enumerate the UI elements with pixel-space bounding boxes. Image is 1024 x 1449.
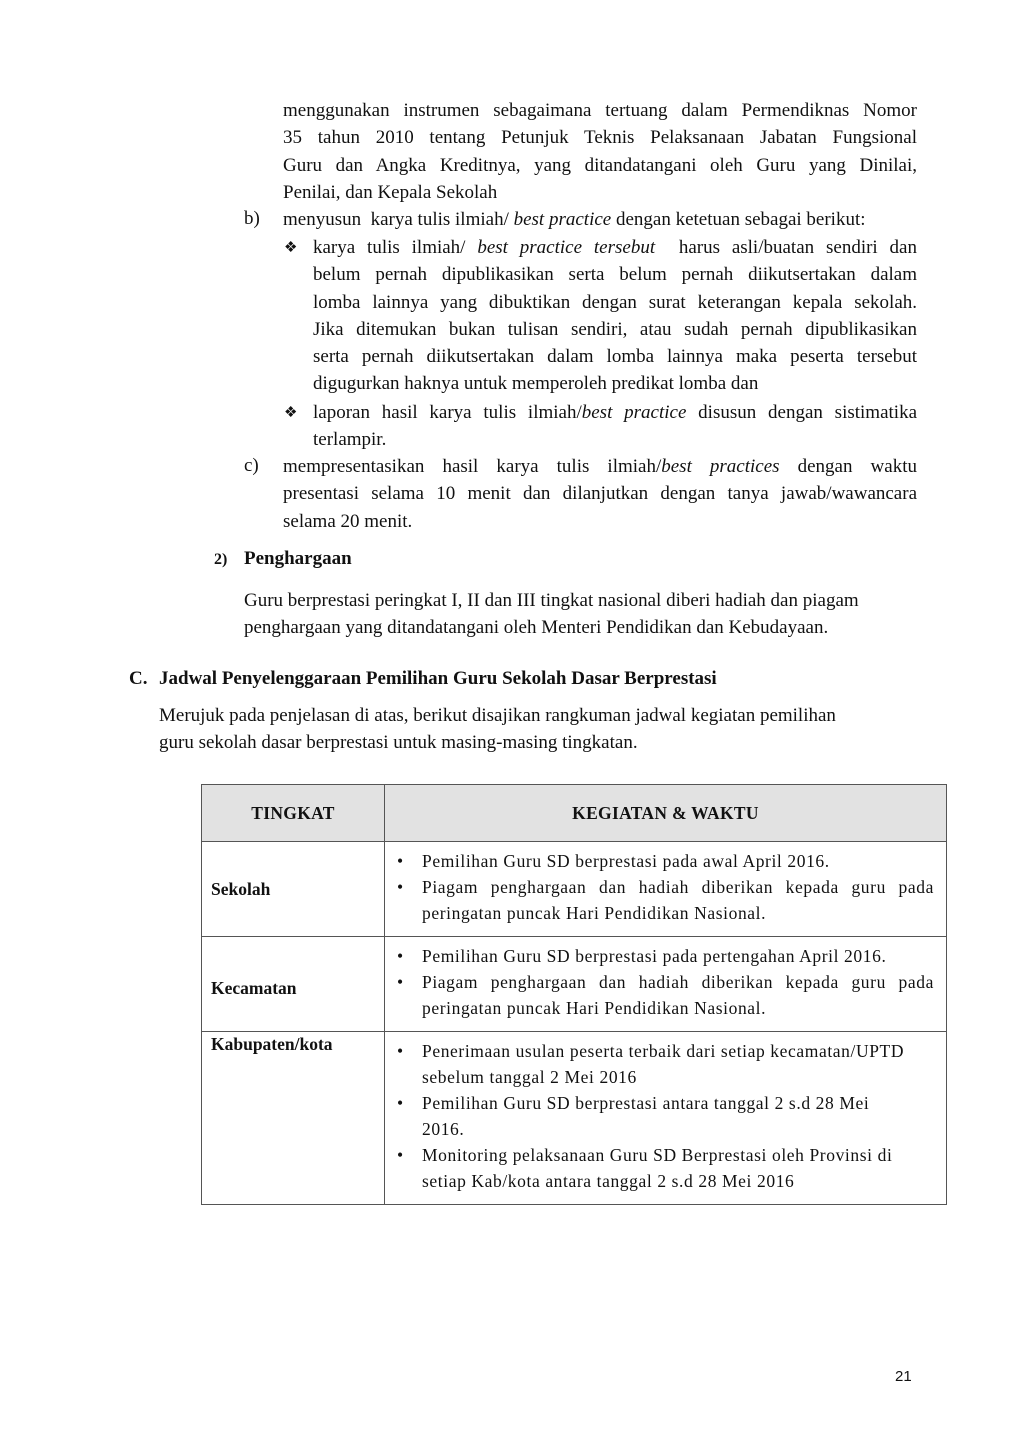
diamond-bullet-icon: ❖ — [284, 405, 298, 421]
item-c-after: dengan waktu — [779, 456, 917, 477]
diamond-bullet-icon: ❖ — [284, 240, 298, 256]
bullet-icon: • — [397, 1093, 404, 1113]
activity-text: Pemilihan Guru SD berprestasi antara tanggal 2 s.d 28 Mei 2016. — [422, 1093, 870, 1139]
intro-paragraph — [283, 97, 917, 206]
tingkat-cell — [202, 1032, 385, 1205]
item-b-text-plain: menyusun karya tulis ilmiah/ — [283, 209, 514, 230]
activity-item — [395, 1038, 910, 1090]
bullet1-line: lomba lainnya yang dibuktikan dengan surat keterangan kepala sekolah. — [313, 291, 917, 313]
item-c-marker: c) — [244, 455, 259, 476]
item-c-paragraph — [283, 453, 917, 535]
award-line: penghargaan yang ditandatangani oleh Menteri Pendidikan dan Kebudayaan. — [244, 617, 829, 639]
bullet2-italic: best practice — [581, 402, 687, 423]
bullet1-line: serta pernah diikutsertakan dalam lomba lainnya maka peserta tersebut — [313, 346, 917, 368]
activity-text: Piagam penghargaan dan hadiah diberikan kepada guru pada peringatan puncak Hari Pendidikan Nasional. — [422, 972, 934, 1018]
tingkat-label: Sekolah — [211, 878, 271, 899]
activity-text: Penerimaan usulan peserta terbaik dari setiap kecamatan/UPTD sebelum tanggal 2 Mei 2016 — [422, 1041, 905, 1087]
item-b-marker: b) — [244, 208, 260, 229]
tingkat-cell — [202, 937, 385, 1032]
bullet-icon: • — [397, 851, 404, 871]
bullet1-after: harus asli/buatan sendiri dan — [655, 237, 917, 258]
activity-item — [395, 874, 934, 926]
intro-line: menggunakan instrumen sebagaimana tertuang dalam Permendiknas Nomor — [283, 100, 917, 121]
bullet1-line: digugurkan haknya untuk memperoleh predikat lomba dan — [313, 373, 759, 395]
intro-line: Penilai, dan Kepala Sekolah — [283, 181, 498, 203]
kegiatan-cell — [385, 842, 947, 937]
kegiatan-cell — [385, 937, 947, 1032]
item-c-italic: best practices — [661, 456, 780, 477]
item-c-line: selama 20 menit. — [283, 510, 413, 532]
activity-list — [395, 943, 934, 1021]
bullet1-line: belum pernah dipublikasikan serta belum pernah diikutsertakan dalam — [313, 264, 917, 286]
bullet1-line: Jika ditemukan bukan tulisan sendiri, atau sudah pernah dipublikasikan — [313, 318, 917, 340]
bullet1-plain: karya tulis ilmiah/ — [313, 237, 478, 258]
activity-item — [395, 848, 934, 874]
activity-text: Pemilihan Guru SD berprestasi pada awal April 2016. — [422, 851, 830, 871]
item-b-text-after: dengan ketetuan sebagai berikut: — [611, 209, 866, 230]
bullet-icon: • — [397, 946, 404, 966]
section-c-letter: C. — [129, 668, 148, 689]
column-header-kegiatan: KEGIATAN & WAKTU — [385, 785, 947, 842]
section-c-paragraph — [159, 702, 919, 757]
table-row — [202, 842, 947, 937]
section-c-line: Merujuk pada penjelasan di atas, berikut disajikan rangkuman jadwal kegiatan pemilihan — [159, 705, 836, 726]
activity-item — [395, 943, 934, 969]
bullet2-plain: laporan hasil karya tulis ilmiah/ — [313, 402, 582, 423]
activity-list — [395, 848, 934, 926]
bullet1-italic: best practice tersebut — [477, 237, 656, 258]
tingkat-label: Kabupaten/kota — [211, 1034, 333, 1054]
section-c-line: guru sekolah dasar berprestasi untuk masing-masing tingkatan. — [159, 732, 638, 754]
bullet-icon: • — [397, 877, 404, 897]
activity-item — [395, 969, 934, 1021]
table-row — [202, 937, 947, 1032]
bullet-icon: • — [397, 1041, 404, 1061]
item-b-text-italic: best practice — [513, 209, 612, 230]
bullet-icon: • — [397, 972, 404, 992]
intro-line: 35 tahun 2010 tentang Petunjuk Teknis Pelaksanaan Jabatan Fungsional — [283, 127, 917, 149]
item-b-text — [283, 206, 923, 233]
page-number: 21 — [895, 1368, 912, 1385]
activity-text: Piagam penghargaan dan hadiah diberikan kepada guru pada peringatan puncak Hari Pendidikan Nasional. — [422, 877, 934, 923]
award-line: Guru berprestasi peringkat I, II dan III tingkat nasional diberi hadiah dan piagam — [244, 590, 859, 611]
table-row — [202, 1032, 947, 1205]
item-c-line: presentasi selama 10 menit dan dilanjutkan dengan tanya jawab/wawancara — [283, 483, 917, 505]
item-c-plain: mempresentasikan hasil karya tulis ilmiah/ — [283, 456, 662, 477]
bullet2-after: disusun dengan sistimatika — [686, 402, 918, 423]
activity-item — [395, 1090, 910, 1142]
award-heading: Penghargaan — [244, 548, 352, 569]
bullet2-line: terlampir. — [313, 429, 387, 451]
kegiatan-cell — [385, 1032, 947, 1205]
intro-line: Guru dan Angka Kreditnya, yang ditandatangani oleh Guru yang Dinilai, — [283, 154, 917, 176]
tingkat-label: Kecamatan — [211, 977, 297, 998]
activity-text: Monitoring pelaksanaan Guru SD Berprestasi oleh Provinsi di setiap Kab/kota antara tanggal 2 s.d 28 Mei 2016 — [422, 1145, 893, 1191]
award-marker: 2) — [214, 551, 228, 568]
column-header-tingkat: TINGKAT — [202, 785, 385, 842]
activity-text: Pemilihan Guru SD berprestasi pada pertengahan April 2016. — [422, 946, 887, 966]
bullet-icon: • — [397, 1145, 404, 1165]
activity-item — [395, 1142, 910, 1194]
section-c-title: Jadwal Penyelenggaraan Pemilihan Guru Sekolah Dasar Berprestasi — [159, 668, 717, 689]
tingkat-cell — [202, 842, 385, 937]
activity-list — [395, 1038, 910, 1194]
schedule-table — [201, 784, 947, 1205]
award-paragraph — [244, 587, 934, 642]
bullet1-paragraph — [313, 234, 917, 398]
table-header-row — [202, 785, 947, 842]
bullet2-paragraph — [313, 399, 917, 454]
